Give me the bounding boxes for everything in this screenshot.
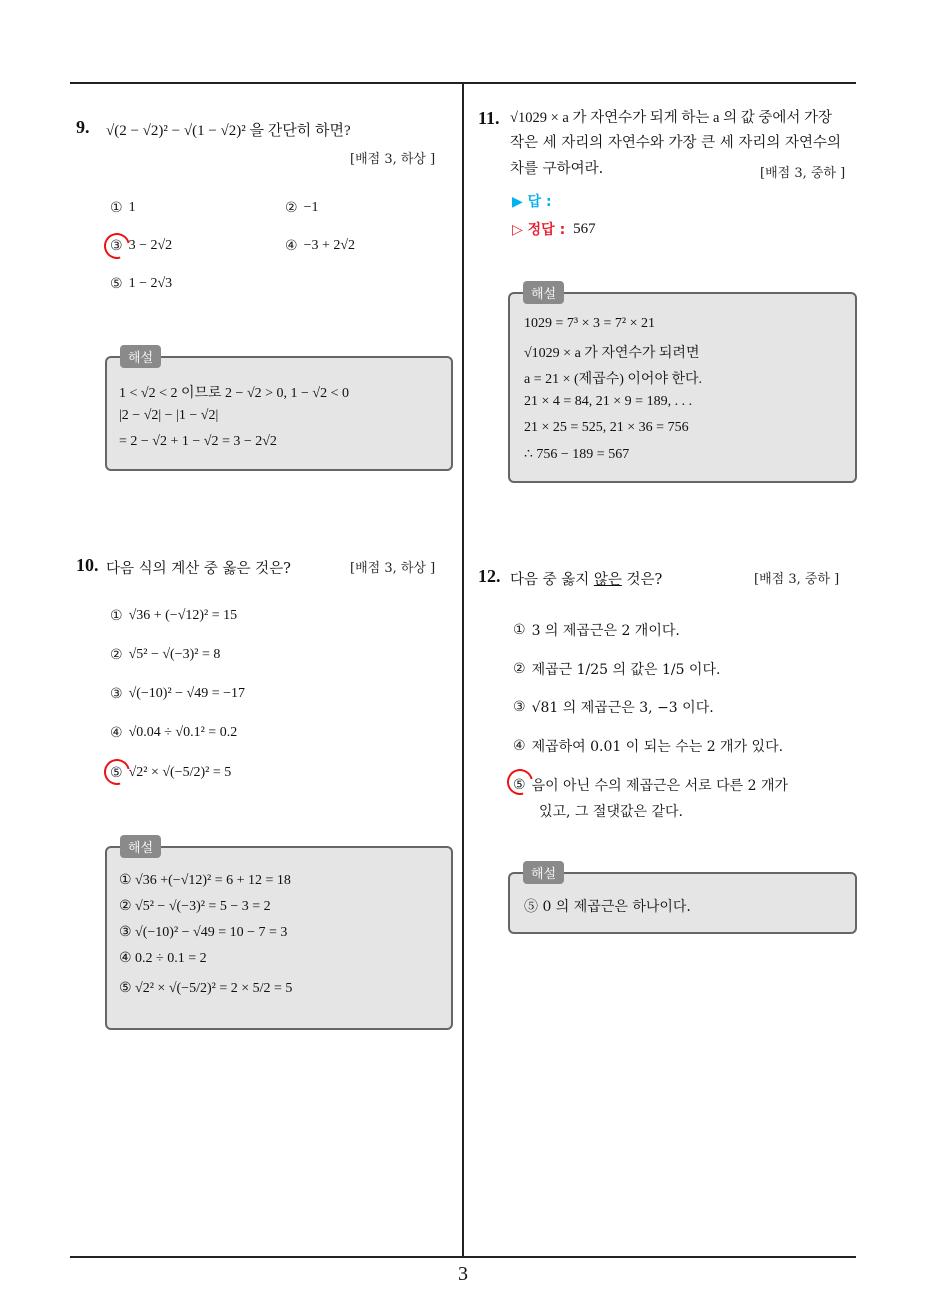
q9-option-5[interactable] xyxy=(110,276,172,292)
q12-option-5[interactable] xyxy=(513,775,788,795)
option-text: 1 xyxy=(128,200,136,215)
option-text: −3 + 2√2 xyxy=(303,238,356,253)
q9-number: 9. xyxy=(76,117,90,137)
q10-explanation-line-5: ⑤ √2² × √(−5/2)² = 2 × 5/2 = 5 xyxy=(119,981,293,996)
q11-stem-line-3: 차를 구하여라. xyxy=(510,161,604,177)
option-mark: ③ xyxy=(110,686,123,702)
option-text: 제곱하여 0.01 이 되는 수는 2 개가 있다. xyxy=(531,739,784,755)
q9-explanation-line-1: 1 < √2 < 2 이므로 2 − √2 > 0, 1 − √2 < 0 xyxy=(119,386,349,401)
q12-explanation-line-1: ⑤ 0 의 제곱근은 하나이다. xyxy=(524,899,691,915)
option-mark: ① xyxy=(110,608,123,624)
q9-explanation-tag: 해설 xyxy=(120,345,161,368)
option-mark: ④ xyxy=(285,238,298,254)
option-text: −1 xyxy=(303,200,319,215)
option-text: √5² − √(−3)² = 8 xyxy=(128,647,221,662)
q11-explanation-line-1: 1029 = 7³ × 3 = 7² × 21 xyxy=(524,316,655,331)
option-mark: ⑤ xyxy=(513,777,526,793)
option-text: 제곱근 1/25 의 값은 1/5 이다. xyxy=(531,662,721,678)
option-mark: ④ xyxy=(110,725,123,741)
option-mark: ② xyxy=(110,647,123,663)
q11-correct-row xyxy=(512,219,596,239)
q11-explanation-line-4: 21 × 4 = 84, 21 × 9 = 189, . . . xyxy=(524,394,693,409)
q10-explanation-line-3: ③ √(−10)² − √49 = 10 − 7 = 3 xyxy=(119,925,288,940)
q12-option-2[interactable] xyxy=(513,659,720,679)
q9-option-2[interactable] xyxy=(285,200,318,216)
q9-stem: √(2 − √2)² − √(1 − √2)² 을 간단히 하면? xyxy=(106,123,351,139)
q12-stem-underlined: 않은 xyxy=(593,572,622,588)
q11-explanation-line-2: √1029 × a 가 자연수가 되려면 xyxy=(524,346,700,361)
option-text: √0.04 ÷ √0.1² = 0.2 xyxy=(128,725,238,740)
option-mark: ③ xyxy=(513,699,526,715)
q11-answer-label: ▶ 답 : xyxy=(512,194,552,210)
q9-explanation-line-3: = 2 − √2 + 1 − √2 = 3 − 2√2 xyxy=(119,434,277,449)
q11-stem-line-2: 작은 세 자리의 자연수와 가장 큰 세 자리의 자연수의 xyxy=(510,135,842,151)
q12-option-4[interactable] xyxy=(513,736,783,756)
q9-score: [배점 3, 하상 ] xyxy=(350,152,436,167)
option-text: 음이 아닌 수의 제곱근은 서로 다른 2 개가 xyxy=(531,778,789,794)
page-number: 3 xyxy=(458,1263,468,1285)
q12-number: 12. xyxy=(478,566,501,586)
q11-stem-line-1: √1029 × a 가 자연수가 되게 하는 a 의 값 중에서 가장 xyxy=(510,110,832,126)
option-mark: ④ xyxy=(513,738,526,754)
option-text: √2² × √(−5/2)² = 5 xyxy=(128,765,232,780)
option-text: √81 의 제곱근은 3, −3 이다. xyxy=(531,700,714,716)
bottom-rule xyxy=(70,1256,856,1258)
q9-option-4[interactable] xyxy=(285,238,355,254)
option-text: 3 − 2√2 xyxy=(128,238,173,253)
option-mark: ⑤ xyxy=(110,276,123,292)
q11-explanation-box xyxy=(508,292,857,483)
q10-explanation-line-2: ② √5² − √(−3)² = 5 − 3 = 2 xyxy=(119,899,271,914)
q10-explanation-line-1: ① √36 +(−√12)² = 6 + 12 = 18 xyxy=(119,873,291,888)
q10-explanation-line-4: ④ 0.2 ÷ 0.1 = 2 xyxy=(119,951,207,966)
q10-score: [배점 3, 하상 ] xyxy=(350,561,436,576)
q12-stem-post: 것은? xyxy=(621,572,663,588)
q12-option-5-line-2: 있고, 그 절댓값은 같다. xyxy=(539,804,683,820)
q11-correct-value: 567 xyxy=(573,220,596,237)
q10-option-2[interactable] xyxy=(110,647,220,663)
option-mark: ③ xyxy=(110,238,123,254)
q11-number: 11. xyxy=(478,108,500,128)
option-text: √36 + (−√12)² = 15 xyxy=(128,608,238,623)
q10-answer-circle xyxy=(99,754,135,790)
q10-option-3[interactable] xyxy=(110,686,245,702)
option-mark: ② xyxy=(513,661,526,677)
q11-correct-label: ▷ 정답 : xyxy=(512,222,566,238)
q9-option-1[interactable] xyxy=(110,200,136,216)
q10-option-1[interactable] xyxy=(110,608,237,624)
option-mark: ① xyxy=(110,200,123,216)
q9-answer-circle xyxy=(99,228,135,264)
q12-stem-pre: 다음 중 옳지 xyxy=(510,572,594,588)
option-text: 3 의 제곱근은 2 개이다. xyxy=(531,623,680,639)
q12-option-1[interactable] xyxy=(513,620,680,640)
q12-explanation-tag: 해설 xyxy=(523,861,564,884)
q10-number: 10. xyxy=(76,555,99,575)
q11-explanation-line-3: a = 21 × (제곱수) 이어야 한다. xyxy=(524,372,703,387)
q10-option-4[interactable] xyxy=(110,725,237,741)
q9-explanation-box xyxy=(105,356,453,471)
q11-explanation-line-5: 21 × 25 = 525, 21 × 36 = 756 xyxy=(524,420,689,435)
q12-stem xyxy=(510,568,662,589)
q10-stem: 다음 식의 계산 중 옳은 것은? xyxy=(106,561,291,577)
option-mark: ② xyxy=(285,200,298,216)
q9-explanation-line-2: |2 − √2| − |1 − √2| xyxy=(119,408,219,423)
option-text: √(−10)² − √49 = −17 xyxy=(128,686,246,701)
q11-explanation-tag: 해설 xyxy=(523,281,564,304)
q10-explanation-box xyxy=(105,846,453,1030)
option-mark: ① xyxy=(513,622,526,638)
q12-score: [배점 3, 중하 ] xyxy=(754,572,840,587)
option-mark: ⑤ xyxy=(110,765,123,781)
column-divider xyxy=(462,82,464,1257)
q10-explanation-tag: 해설 xyxy=(120,835,161,858)
q11-explanation-line-6: ∴ 756 − 189 = 567 xyxy=(524,447,630,462)
q12-option-3[interactable] xyxy=(513,697,714,717)
option-text: 1 − 2√3 xyxy=(128,276,173,291)
q11-score: [배점 3, 중하 ] xyxy=(760,166,846,181)
